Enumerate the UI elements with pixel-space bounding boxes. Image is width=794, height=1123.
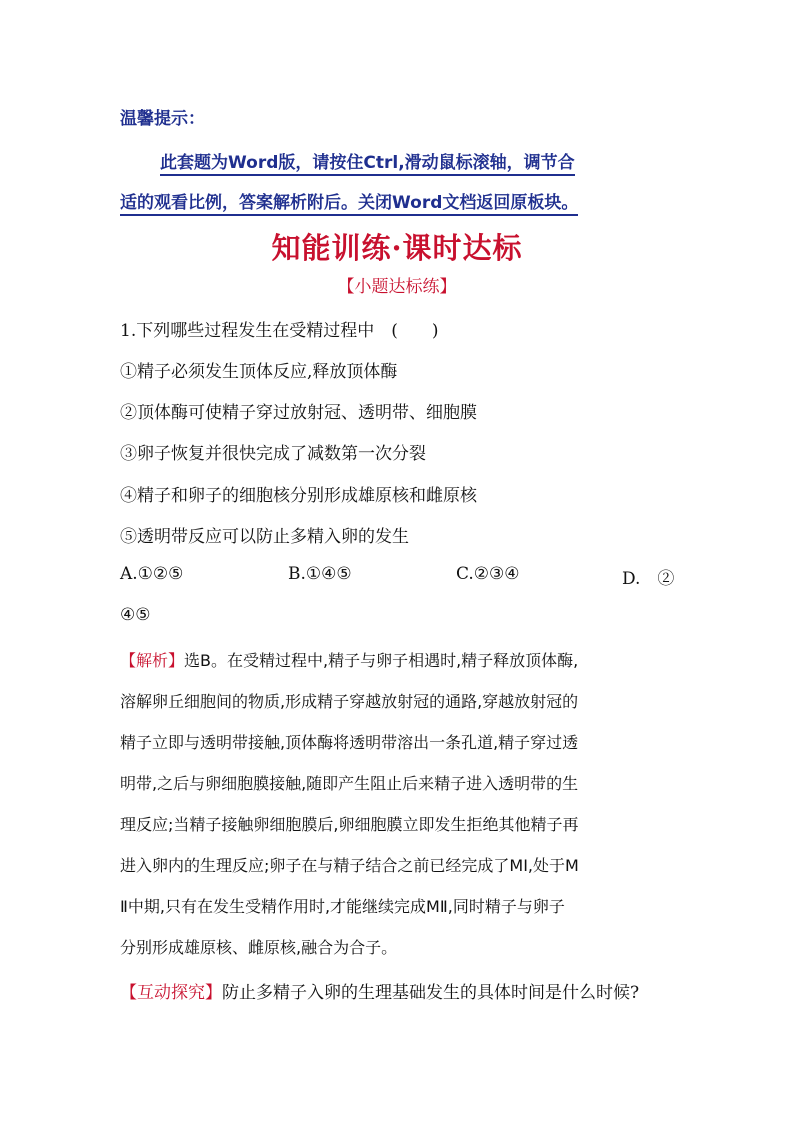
- option-c: C.②③④: [456, 564, 520, 584]
- statement-2: ②顶体酶可使精子穿过放射冠、透明带、细胞膜: [120, 403, 477, 423]
- notice-title: 温馨提示：: [120, 109, 205, 129]
- question-stem: 1.下列哪些过程发生在受精过程中 ( ): [120, 321, 439, 341]
- analysis-text-1: 选B。在受精过程中,精子与卵子相遇时,精子释放顶体酶,: [184, 651, 579, 670]
- analysis-line-1: [120, 648, 578, 671]
- option-d: D. ②: [622, 569, 675, 589]
- statement-1: ①精子必须发生顶体反应,释放顶体酶: [120, 362, 398, 382]
- explore-text: 防止多精子入卵的生理基础发生的具体时间是什么时候?: [222, 983, 640, 1003]
- analysis-tag: 【解析】: [120, 651, 185, 670]
- analysis-line-3: 精子立即与透明带接触,顶体酶将透明带溶出一条孔道,精子穿过透: [120, 733, 579, 752]
- notice-line-2: 适的观看比例，答案解析附后。关闭Word文档返回原板块。: [120, 188, 578, 216]
- analysis-line-5: 理反应;当精子接触卵细胞膜后,卵细胞膜立即发生拒绝其他精子再: [120, 815, 579, 834]
- statement-4: ④精子和卵子的细胞核分别形成雄原核和雌原核: [120, 486, 477, 506]
- section-title: 【小题达标练】: [337, 277, 457, 297]
- explore-tag: 【互动探究】: [120, 983, 222, 1003]
- analysis-line-2: 溶解卵丘细胞间的物质,形成精子穿越放射冠的通路,穿越放射冠的: [120, 692, 579, 711]
- statement-3: ③卵子恢复并很快完成了减数第一次分裂: [120, 444, 426, 464]
- page-title: 知能训练·课时达标: [271, 231, 523, 265]
- option-a: A.①②⑤: [120, 564, 184, 584]
- option-d-continued: ④⑤: [120, 605, 151, 625]
- analysis-line-4: 明带,之后与卵细胞膜接触,随即产生阻止后来精子进入透明带的生: [120, 774, 579, 793]
- option-b: B.①④⑤: [288, 564, 352, 584]
- explore-line: [120, 978, 639, 1003]
- analysis-line-8: 分别形成雄原核、雌原核,融合为合子。: [120, 938, 398, 957]
- notice-line-1: 此套题为Word版，请按住Ctrl,滑动鼠标滚轴，调节合: [160, 148, 575, 176]
- analysis-line-7: Ⅱ中期,只有在发生受精作用时,才能继续完成MⅡ,同时精子与卵子: [120, 897, 565, 916]
- analysis-line-6: 进入卵内的生理反应;卵子在与精子结合之前已经完成了MⅠ,处于M: [120, 856, 579, 875]
- statement-5: ⑤透明带反应可以防止多精入卵的发生: [120, 527, 409, 547]
